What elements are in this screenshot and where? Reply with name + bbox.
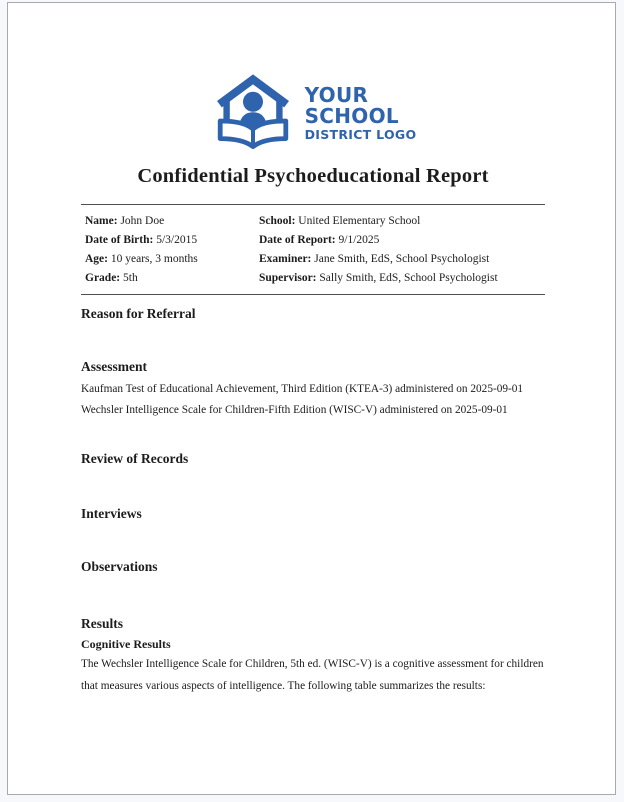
info-label-date-of-report: Date of Report: [259, 234, 336, 246]
logo-text-line3: DISTRICT LOGO [304, 126, 417, 142]
info-value-school: United Elementary School [298, 215, 421, 227]
student-info-right-column [259, 212, 545, 288]
info-label-grade: Grade: [85, 272, 121, 284]
info-value-age: 10 years, 3 months [110, 253, 198, 265]
info-row-school [259, 212, 545, 231]
section-heading-results: Results [81, 616, 124, 631]
section-heading-assessment: Assessment [81, 359, 147, 374]
report-title: Confidential Psychoeducational Report [137, 165, 489, 187]
info-label-examiner: Examiner: [259, 253, 312, 265]
logo-text-line2: SCHOOL [304, 103, 399, 128]
report-page [7, 2, 616, 795]
info-label-school: School: [259, 215, 296, 227]
info-row-grade [85, 269, 259, 288]
info-row-date-of-report [259, 231, 545, 250]
divider [81, 294, 545, 295]
info-row-examiner [259, 250, 545, 269]
logo-text [304, 82, 417, 142]
student-info-left-column [85, 212, 259, 288]
info-label-supervisor: Supervisor: [259, 272, 317, 284]
logo-text-line1: YOUR [304, 82, 369, 107]
house-student-open-book-icon [210, 73, 296, 153]
cognitive-results-paragraph: The Wechsler Intelligence Scale for Children, 5th ed. (WISC-V) is a cognitive assessment for children that measures various aspects of intelligence. The following table summarizes the results: [81, 658, 544, 692]
section-heading-interviews: Interviews [81, 506, 142, 521]
subsection-heading-cognitive-results: Cognitive Results [81, 637, 171, 651]
section-heading-observations: Observations [81, 559, 158, 574]
info-value-date-of-report: 9/1/2025 [338, 234, 380, 246]
info-value-date-of-birth: 5/3/2015 [156, 234, 198, 246]
info-value-grade: 5th [123, 272, 138, 284]
info-label-age: Age: [85, 253, 108, 265]
school-district-logo [81, 75, 545, 151]
info-value-examiner: Jane Smith, EdS, School Psychologist [314, 253, 490, 265]
info-row-date-of-birth [85, 231, 259, 250]
student-info-table [81, 205, 545, 294]
info-row-supervisor [259, 269, 545, 288]
info-row-age [85, 250, 259, 269]
section-heading-reason-for-referral: Reason for Referral [81, 306, 196, 321]
info-label-date-of-birth: Date of Birth: [85, 234, 154, 246]
info-value-supervisor: Sally Smith, EdS, School Psychologist [319, 272, 498, 284]
info-label-name: Name: [85, 215, 118, 227]
info-value-name: John Doe [120, 215, 165, 227]
assessment-item: Kaufman Test of Educational Achievement, Third Edition (KTEA-3) administered on 2025-09-01 [81, 383, 524, 395]
assessment-item: Wechsler Intelligence Scale for Children-Fifth Edition (WISC-V) administered on 2025-09-01 [81, 403, 508, 416]
assessment-list [81, 379, 545, 420]
section-heading-review-of-records: Review of Records [81, 451, 189, 466]
info-row-name [85, 212, 259, 231]
